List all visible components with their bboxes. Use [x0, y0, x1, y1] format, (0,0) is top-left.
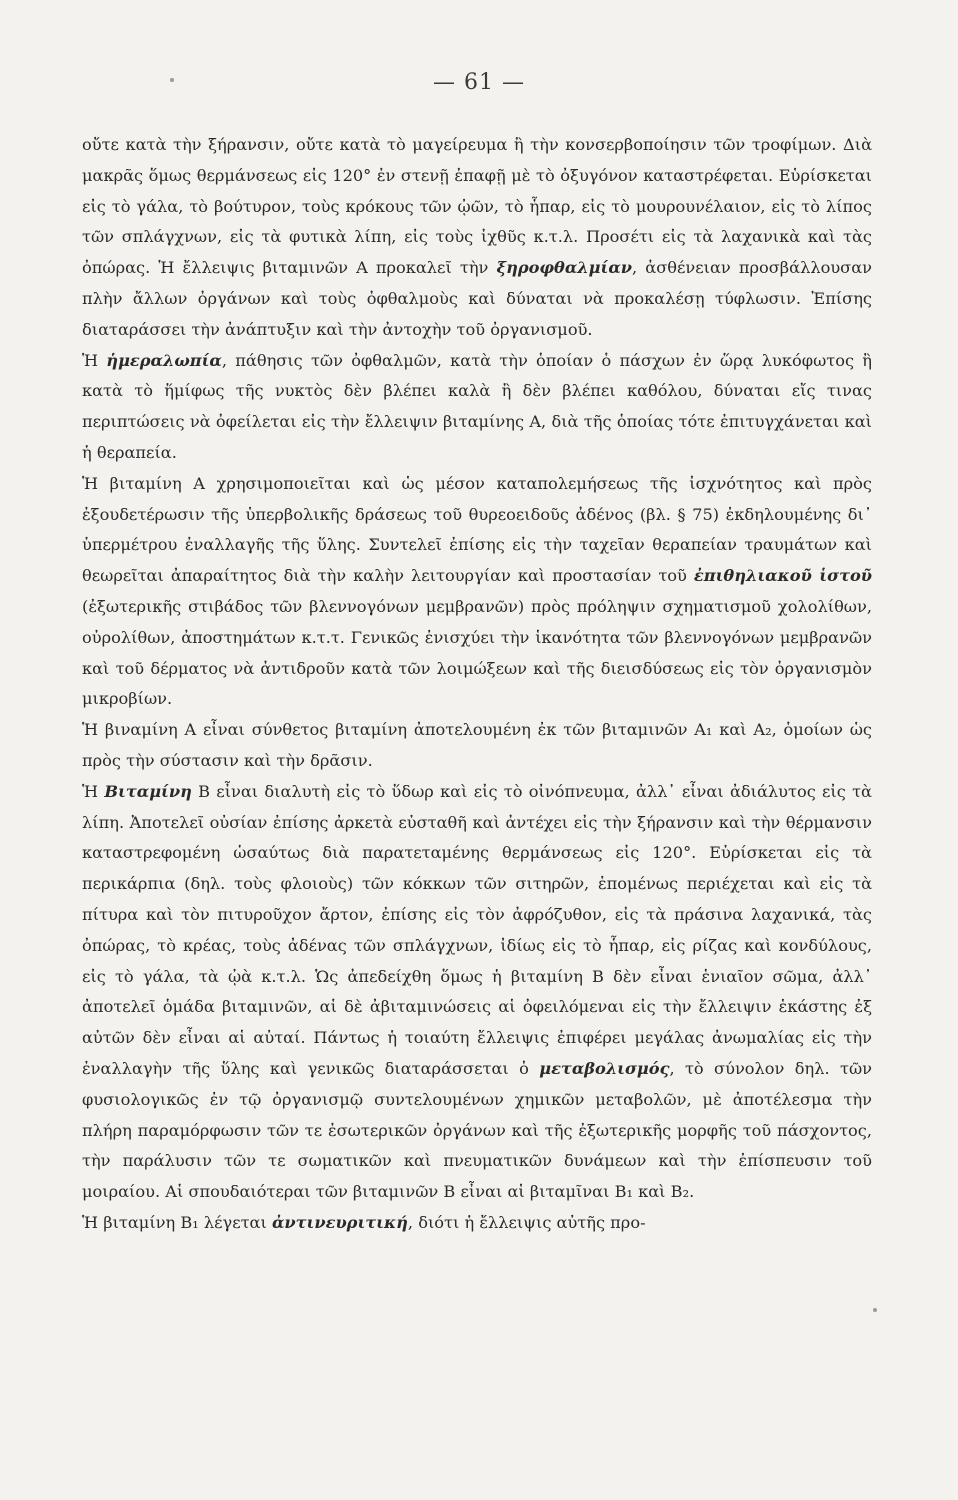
text-segment: Β εἶναι διαλυτὴ εἰς τὸ ὕδωρ καὶ εἰς τὸ οἰνόπνευμα, ἀλλ᾽ εἶναι ἀδιάλυτος εἰς τὰ λίπη. Ἀποτελεῖ οὐσίαν ἐπίσης ἀρκετὰ εὐσταθῆ καὶ ἀντέχει εἰς τὴν ξήρανσιν καὶ τὴν θέρμανσιν καταστρεφομένη ὡσαύτως διὰ παρατεταμένης θερμάνσεως εἰς 120°. Εὑρίσκεται εἰς τὰ περικάρπια (δηλ. τοὺς φλοιοὺς) τῶν κόκκων τῶν σιτηρῶν, ἑπομένως περιέχεται καὶ εἰς τὰ πίτυρα καὶ τὸν πιτυροῦχον ἄρτον, ἐπίσης εἰς τὸν ἀφρόζυθον, εἰς τὰ πράσινα λαχανικά, τὰς ὀπώρας, τὸ κρέας, τοὺς ἀδένας τῶν σπλάγχνων, ἰδίως εἰς τὸ ἧπαρ, εἰς ρίζας καὶ κονδύλους, εἰς τὸ γάλα, τὰ ᾠὰ κ.τ.λ. Ὡς ἀπεδείχθη ὅμως ἡ βιταμίνη Β δὲν εἶναι ἑνιαῖον σῶμα, ἀλλ᾽ ἀποτελεῖ ὁμάδα βιταμινῶν, αἱ δὲ ἀβιταμινώσεις αἱ ὀφειλόμεναι εἰς τὴν ἔλλειψιν ἑκάστης ἐξ αὐτῶν δὲν εἶναι αἱ αὐταί. Πάντως ἡ τοιαύτη ἔλλειψις ἐπιφέρει μεγάλας ἀνωμαλίας εἰς τὴν ἐναλλαγὴν τῆς ὕλης καὶ γενικῶς διαταράσσεται ὁ [82, 781, 872, 1078]
text-segment: Ἡ βιταμίνη Α χρησιμοποιεῖται καὶ ὡς μέσον καταπολεμήσεως τῆς ἰσχνότητος καὶ πρὸς ἐξουδετέρωσιν τῆς ὑπερβολικῆς δράσεως τοῦ θυρεοειδοῦς ἀδένος (βλ. § 75) ἐκδηλουμένης δι᾽ ὑπερμέτρου ἐναλλαγῆς τῆς ὕλης. Συντελεῖ ἐπίσης εἰς τὴν ταχεῖαν θεραπείαν τραυμάτων καὶ θεωρεῖται ἀπαραίτητος διὰ τὴν καλὴν λειτουργίαν καὶ προστασίαν τοῦ [82, 473, 872, 586]
text-segment: , πάθησις τῶν ὀφθαλμῶν, κατὰ τὴν ὁποίαν ὁ πάσχων ἐν ὥρᾳ λυκόφωτος ἢ κατὰ τὸ ἥμίφως τῆς νυκτὸς δὲν βλέπει καλὰ ἢ δὲν βλέπει καθόλου, δύναται εἴς τινας περιπτώσεις νὰ ὀφείλεται εἰς τὴν ἔλλειψιν βιταμίνης Α, διὰ τῆς ὁποίας τότε ἐπιτυγχάνεται καὶ ἡ θεραπεία. [82, 350, 872, 462]
text-segment: Ἡ βιναμίνη Α εἶναι σύνθετος βιταμίνη ἀποτελουμένη ἐκ τῶν βιταμινῶν Α₁ καὶ Α₂, ὁμοίων ὡς πρὸς τὴν σύστασιν καὶ τὴν δρᾶσιν. [82, 720, 872, 770]
paragraph-vitamin-b [82, 777, 872, 1208]
paragraph-vitamin-b1 [82, 1208, 872, 1239]
text-segment: , διότι ἡ ἔλλειψις αὐτῆς προ- [407, 1212, 646, 1232]
paper-speck [873, 1308, 877, 1312]
text-segment: οὔτε κατὰ τὴν ξήρανσιν, οὔτε κατὰ τὸ μαγείρευμα ἢ τὴν κονσερβοποίησιν τῶν τροφίμων. Διὰ μακρᾶς ὅμως θερμάνσεως εἰς 120° ἐν στενῇ ἐπαφῇ μὲ τὸ ὀξυγόνον καταστρέφεται. Εὑρίσκεται εἰς τὸ γάλα, τὸ βούτυρον, τοὺς κρόκους τῶν ᾠῶν, τὸ ἧπαρ, εἰς τὸ μουρουνέλαιον, εἰς τὸ λίπος τῶν σπλάγχνων, εἰς τὰ φυτικὰ λίπη, εἰς τοὺς ἰχθῦς κ.τ.λ. Προσέτι εἰς τὰ λαχανικὰ καὶ τὰς ὀπώρας. Ἡ ἔλλειψις βιταμινῶν Α προκαλεῖ τὴν [82, 135, 872, 278]
text-segment: , ἀσθένειαν προσβάλλουσαν πλὴν ἄλλων ὀργάνων καὶ τοὺς ὀφθαλμοὺς καὶ δύναται νὰ προκαλέσῃ τύφλωσιν. Ἐπίσης διαταράσσει τὴν ἀνάπτυξιν καὶ τὴν ἀντοχὴν τοῦ ὀργανισμοῦ. [82, 258, 872, 339]
text-segment: Ἡ βιταμίνη Β₁ λέγεται [82, 1212, 272, 1232]
paragraph-vitamin-a-composition [82, 715, 872, 777]
text-segment: Ἡ [82, 350, 107, 370]
text-segment: , τὸ σύνολον δηλ. τῶν φυσιολογικῶς ἐν τῷ ὀργανισμῷ συντελουμένων χημικῶν μεταβολῶν, μὲ ἀποτέλεσμα τὴν πλήρη παραμόρφωσιν τῶν τε ἐσωτερικῶν ὀργάνων καὶ τῆς ἐξωτερικῆς μορφῆς τοῦ πάσχοντος, τὴν παράλυσιν τῶν τε σωματικῶν καὶ πνευματικῶν δυνάμεων καὶ τὴν ἐπίσπευσιν τοῦ μοιραίου. Αἱ σπουδαιότεραι τῶν βιταμινῶν Β εἶναι αἱ βιταμῖναι Β₁ καὶ Β₂. [82, 1058, 872, 1202]
term-metabolism: μεταβολισμός [539, 1058, 670, 1078]
text-segment: Ἡ [82, 781, 105, 801]
term-antineuritic: ἀντινευριτική [271, 1212, 408, 1232]
term-hemeralopia: ἡμεραλωπία [106, 350, 222, 370]
paragraph-vitamin-a-sources [82, 130, 872, 346]
term-xerophthalmia: ξηροφθαλμίαν [496, 258, 633, 278]
term-epithelial-tissue: ἐπιθηλιακοῦ ἱστοῦ [693, 566, 872, 586]
page-body-text [82, 130, 872, 1239]
paper-speck [170, 78, 174, 82]
text-segment: (ἐξωτερικῆς στιβάδος τῶν βλεννογόνων μεμβρανῶν) πρὸς πρόληψιν σχηματισμοῦ χολολίθων, οὐρολίθων, ἀποστημάτων κ.τ.τ. Γενικῶς ἐνισχύει τὴν ἱκανότητα τῶν βλεννογόνων μεμβρανῶν καὶ τοῦ δέρματος νὰ ἀντιδροῦν κατὰ τῶν λοιμώξεων καὶ τῆς διεισδύσεως εἰς τὸν ὀργανισμὸν μικροβίων. [82, 596, 872, 709]
term-vitamin-b: Βιταμίνη [104, 781, 192, 801]
paragraph-vitamin-a-uses [82, 469, 872, 715]
paragraph-hemeralopia [82, 346, 872, 469]
page-number: — 61 — [433, 70, 525, 95]
